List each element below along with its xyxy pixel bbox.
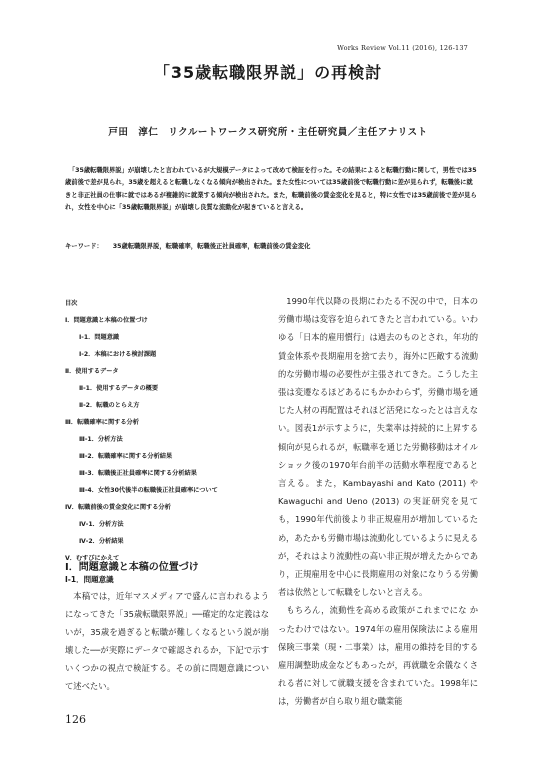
toc-item: Ⅱ-1．使用するデータの概要 [79,385,159,392]
body-column-right [278,292,478,711]
toc-item: Ⅱ-2．転職のとらえ方 [79,402,140,409]
toc-item: Ⅳ．転職前後の賃金変化に関する分析 [65,504,171,511]
toc-item: Ⅳ-1．分析方法 [79,521,124,528]
toc-item: Ⅴ．むすびにかえて [65,555,120,562]
table-of-contents [65,296,255,567]
abstract: 「35歳転職限界説」が崩壊したと言われているが大規模データによって改めて検証を行った。その結果によると転職行動に関して，男性では35歳前後で差が見られ，35歳を超えると転職しなくなる傾向が検出された。また女性については35歳前後で転職行動に差が見られず，転職後に就きと非正社員の仕事に就ではあるが複雑的に就業する傾向が検出された。また，転職前後の賃金変化を見ると，特に女性では35歳前後で差が見られ，女性を中心に「35歳転職限界説」が崩壊し良質な流動化が起きていると言える。 [65,167,477,212]
keywords-label: キーワード： [65,243,103,250]
paper-title: 「35歳転職限界説」の再検討 [153,63,383,82]
subsection-heading: Ⅰ-1．問題意識 [65,575,114,584]
body-paragraph: 1990年代以降の長期にわたる不況の中で，日本の労働市場は変容を迫られてきたと言われている。いわゆる「日本的雇用慣行」は過去のものとされ，年功的賃金体系や長期雇用を捨て去り，海外に匹敵する流動的な労働市場の必要性が主張されてきた。こうした主張は変遷なるほどあるにもかかわらず，労働市場を通じた人材の再配置はそれほど活発になったとは言えない。図表1が示すように，失業率は持続的に上昇する傾向が見られるが，転職率を通じた労働移動はオイルショック後の1970年台前半の活動水準程度であると言える。また，Kambayashi and Kato (2011) やKawaguchi and Ueno (2013) の実証研究を見ても，1990年代前後より非正規雇用が増加しているため，あたかも労働市場は流動化しているように見えるが，それはより流動性の高い非正規が増えたからであり，正規雇用を中心に長期雇用の対象になりうる労働者は依然として転職をしないと言える。 [278,296,478,598]
toc-item: Ⅲ-2．転職確率に関する分析結果 [79,453,173,460]
toc-item: Ⅲ-3．転職後正社員確率に関する分析結果 [79,470,197,477]
body-paragraph-left: 本稿では，近年マスメディアで盛んに言われるようになってきた「35歳転職限界説」──確定的な定義はないが，35歳を過ぎると転職が難しくなるという説が崩壊した──が実際にデータで確認されるか，下記で示すいくつかの視点で検証する。その前に問題意識について述べたい。 [65,591,269,691]
toc-item: Ⅱ．使用するデータ [65,368,119,375]
keywords [65,241,477,250]
toc-item: Ⅲ-1．分析方法 [79,436,123,443]
journal-citation: Works Review Vol.11 (2016), 126-137 [337,44,468,52]
keywords-text: 35歳転職限界説，転職確率，転職後正社員確率，転職前後の賃金変化 [112,243,311,250]
toc-item: Ⅳ-2．分析結果 [79,538,124,545]
section-heading: Ⅰ．問題意識と本稿の位置づけ [65,562,199,573]
toc-item: Ⅰ．問題意識と本稿の位置づけ [65,317,148,324]
author-line: 戸田 淳仁 リクルートワークス研究所・主任研究員／主任アナリスト [108,127,428,138]
toc-item: Ⅲ．転職確率に関する分析 [65,419,139,426]
toc-item: Ⅲ-4．女性30代後半の転職後正社員確率について [79,487,218,494]
page-number: 126 [65,713,86,726]
toc-item: Ⅰ-2．本稿における検討課題 [79,351,157,358]
toc-item: Ⅰ-1．問題意識 [79,334,120,341]
body-paragraph: もちろん，流動性を高める政策がこれまでにな かったわけではない。1974年の雇用保険法による雇用保険三事業（現・二事業）は，雇用の維持を目的する雇用調整助成金などもあったが，再就職を余儀なくされる者に対して就職支援を含まれていた。1998年には，労働者が自ら取り組む職業能 [278,605,478,707]
toc-heading: 目次 [65,300,78,307]
